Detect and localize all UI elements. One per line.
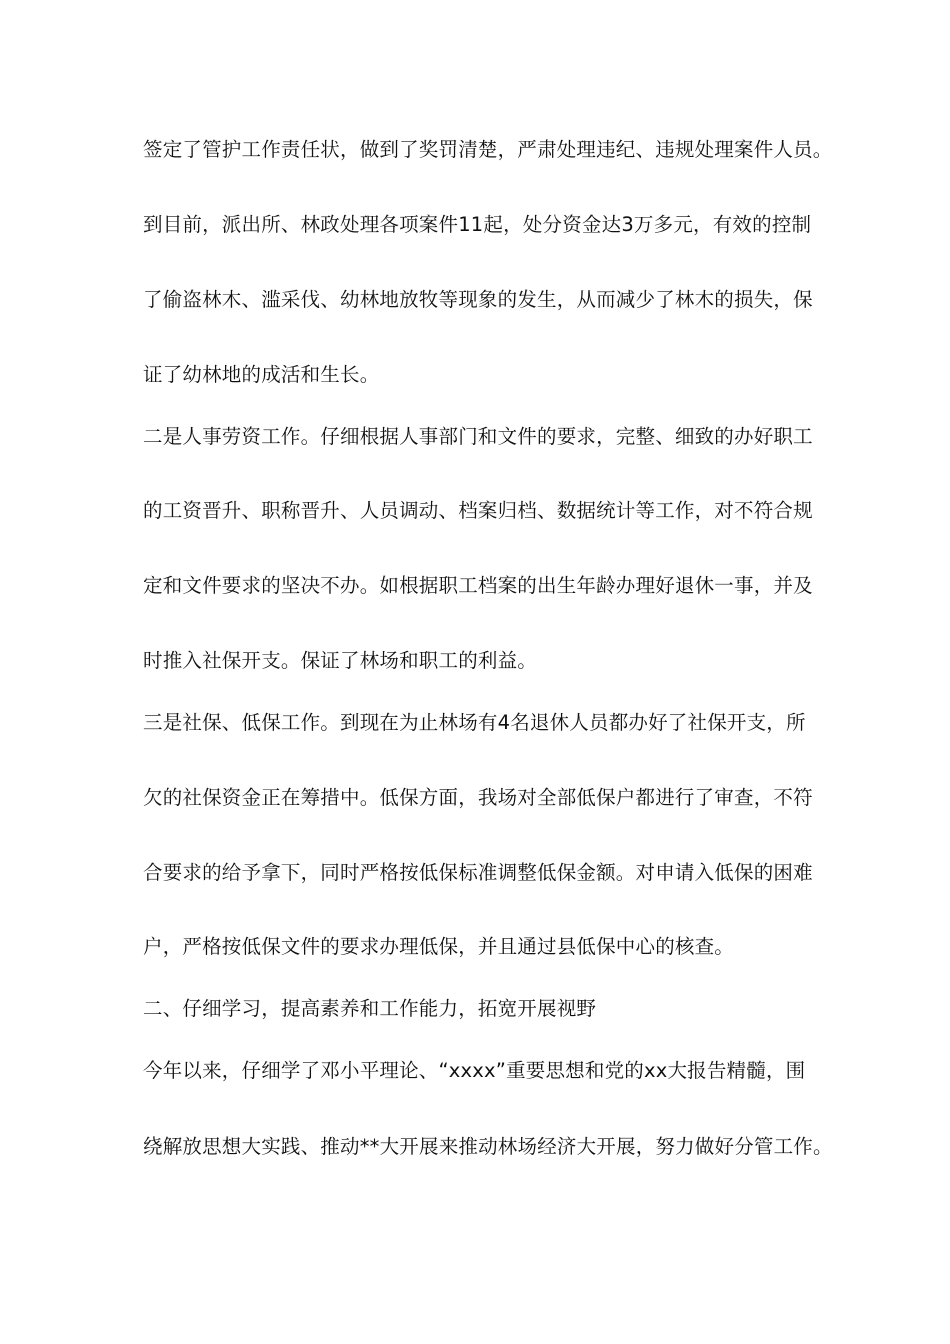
- paragraph-line: 欠的社保资金正在筹措中。低保方面，我场对全部低保户都进行了审查，不符: [143, 786, 813, 809]
- paragraph-line: 时推入社保开支。保证了林场和职工的利益。: [143, 649, 538, 672]
- paragraph-line: 三是社保、低保工作。到现在为止林场有4名退休人员都办好了社保开支，所: [143, 711, 806, 734]
- paragraph-line: 证了幼林地的成活和生长。: [143, 363, 380, 386]
- paragraph-line: 合要求的给予拿下，同时严格按低保标准调整低保金额。对申请入低保的困难: [143, 861, 813, 884]
- section-heading: 二、仔细学习，提高素养和工作能力，拓宽开展视野: [143, 997, 597, 1020]
- paragraph-line: 定和文件要求的坚决不办。如根据职工档案的出生年龄办理好退休一事，并及: [143, 574, 813, 597]
- paragraph-line: 签定了管护工作责任状，做到了奖罚清楚，严肃处理违纪、违规处理案件人员。: [143, 138, 833, 161]
- paragraph-line: 到目前，派出所、林政处理各项案件11起，处分资金达3万多元，有效的控制: [143, 213, 812, 236]
- paragraph-line: 今年以来，仔细学了邓小平理论、“xxxx”重要思想和党的xx大报告精髓，围: [143, 1059, 806, 1082]
- paragraph-line: 二是人事劳资工作。仔细根据人事部门和文件的要求，完整、细致的办好职工: [143, 425, 813, 448]
- paragraph-line: 了偷盗林木、滥采伐、幼林地放牧等现象的发生，从而减少了林木的损失，保: [143, 288, 813, 311]
- paragraph-line: 的工资晋升、职称晋升、人员调动、档案归档、数据统计等工作，对不符合规: [143, 499, 813, 522]
- paragraph-line: 绕解放思想大实践、推动**大开展来推动林场经济大开展，努力做好分管工作。: [143, 1135, 833, 1158]
- paragraph-line: 户，严格按低保文件的要求办理低保，并且通过县低保中心的核查。: [143, 935, 735, 958]
